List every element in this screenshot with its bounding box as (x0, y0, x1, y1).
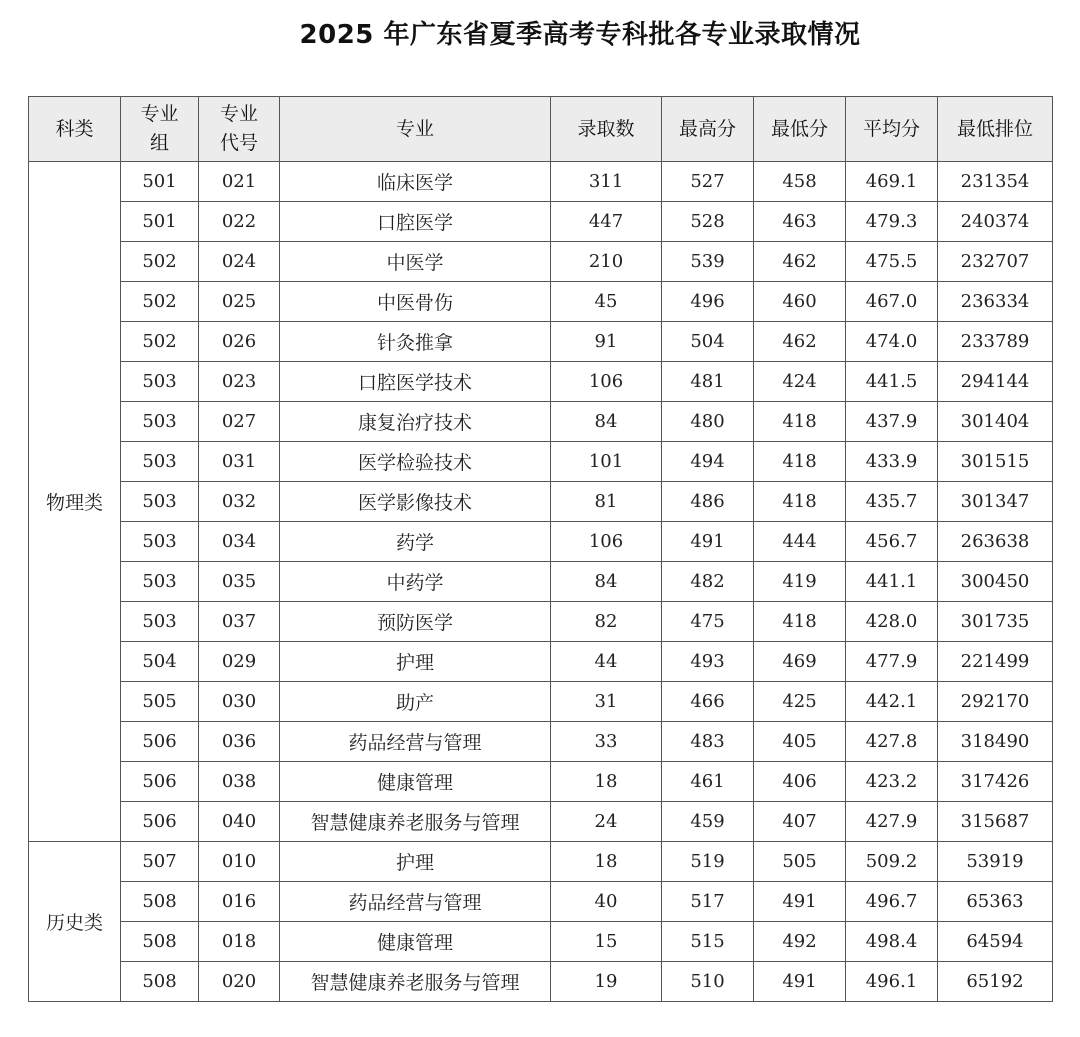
min-rank-cell: 301404 (938, 402, 1053, 442)
min-rank-cell: 294144 (938, 362, 1053, 402)
page-title: 2025 年广东省夏季高考专科批各专业录取情况 (299, 20, 861, 50)
min-score-cell: 405 (754, 722, 846, 762)
max-score-cell: 527 (662, 162, 754, 202)
min-rank-cell: 231354 (938, 162, 1053, 202)
min-rank-cell: 301515 (938, 442, 1053, 482)
major-cell: 中医骨伤 (280, 282, 551, 322)
max-score-cell: 482 (662, 562, 754, 602)
max-score-cell: 517 (662, 882, 754, 922)
admitted-cell: 18 (551, 762, 662, 802)
group-cell: 503 (121, 482, 199, 522)
max-score-cell: 461 (662, 762, 754, 802)
max-score-cell: 510 (662, 962, 754, 1002)
header-admitted: 录取数 (551, 97, 662, 162)
max-score-cell: 483 (662, 722, 754, 762)
category-cell: 历史类 (29, 842, 121, 1002)
max-score-cell: 519 (662, 842, 754, 882)
table-header (29, 97, 1053, 162)
min-score-cell: 460 (754, 282, 846, 322)
group-cell: 503 (121, 442, 199, 482)
min-score-cell: 425 (754, 682, 846, 722)
avg-score-cell: 479.3 (846, 202, 938, 242)
header-code-line2: 代号 (219, 132, 258, 154)
header-code (199, 97, 280, 162)
table-row (29, 522, 1053, 562)
min-rank-cell: 301347 (938, 482, 1053, 522)
avg-score-cell: 469.1 (846, 162, 938, 202)
min-score-cell: 418 (754, 442, 846, 482)
min-rank-cell: 301735 (938, 602, 1053, 642)
avg-score-cell: 456.7 (846, 522, 938, 562)
header-row (29, 97, 1053, 162)
group-cell: 501 (121, 162, 199, 202)
admitted-cell: 18 (551, 842, 662, 882)
major-cell: 康复治疗技术 (280, 402, 551, 442)
avg-score-cell: 474.0 (846, 322, 938, 362)
max-score-cell: 480 (662, 402, 754, 442)
table-row (29, 402, 1053, 442)
admitted-cell: 15 (551, 922, 662, 962)
major-cell: 医学检验技术 (280, 442, 551, 482)
code-cell: 023 (199, 362, 280, 402)
header-code-line1: 专业 (219, 103, 258, 125)
avg-score-cell: 428.0 (846, 602, 938, 642)
table-row (29, 362, 1053, 402)
major-cell: 护理 (280, 842, 551, 882)
max-score-cell: 486 (662, 482, 754, 522)
admission-table (28, 96, 1053, 1002)
group-cell: 508 (121, 962, 199, 1002)
group-cell: 508 (121, 922, 199, 962)
table-body (29, 162, 1053, 1002)
admitted-cell: 106 (551, 522, 662, 562)
header-min-rank: 最低排位 (938, 97, 1053, 162)
table-row (29, 322, 1053, 362)
min-rank-cell: 318490 (938, 722, 1053, 762)
admitted-cell: 44 (551, 642, 662, 682)
admitted-cell: 81 (551, 482, 662, 522)
group-cell: 502 (121, 322, 199, 362)
min-rank-cell: 236334 (938, 282, 1053, 322)
major-cell: 智慧健康养老服务与管理 (280, 962, 551, 1002)
header-avg-score: 平均分 (846, 97, 938, 162)
group-cell: 504 (121, 642, 199, 682)
avg-score-cell: 427.9 (846, 802, 938, 842)
min-score-cell: 463 (754, 202, 846, 242)
admitted-cell: 82 (551, 602, 662, 642)
admitted-cell: 447 (551, 202, 662, 242)
admitted-cell: 24 (551, 802, 662, 842)
avg-score-cell: 496.7 (846, 882, 938, 922)
major-cell: 药学 (280, 522, 551, 562)
min-score-cell: 462 (754, 322, 846, 362)
min-rank-cell: 65192 (938, 962, 1053, 1002)
group-cell: 502 (121, 282, 199, 322)
min-rank-cell: 233789 (938, 322, 1053, 362)
major-cell: 药品经营与管理 (280, 882, 551, 922)
admitted-cell: 91 (551, 322, 662, 362)
group-cell: 503 (121, 362, 199, 402)
admitted-cell: 84 (551, 402, 662, 442)
max-score-cell: 459 (662, 802, 754, 842)
min-rank-cell: 315687 (938, 802, 1053, 842)
table-row (29, 602, 1053, 642)
header-group-line1: 专业 (140, 103, 179, 125)
group-cell: 508 (121, 882, 199, 922)
major-cell: 口腔医学 (280, 202, 551, 242)
code-cell: 027 (199, 402, 280, 442)
admitted-cell: 106 (551, 362, 662, 402)
admitted-cell: 210 (551, 242, 662, 282)
max-score-cell: 515 (662, 922, 754, 962)
header-group (121, 97, 199, 162)
code-cell: 036 (199, 722, 280, 762)
code-cell: 037 (199, 602, 280, 642)
min-rank-cell: 292170 (938, 682, 1053, 722)
min-rank-cell: 53919 (938, 842, 1053, 882)
min-rank-cell: 64594 (938, 922, 1053, 962)
major-cell: 助产 (280, 682, 551, 722)
min-score-cell: 418 (754, 402, 846, 442)
table-row (29, 842, 1053, 882)
group-cell: 506 (121, 722, 199, 762)
major-cell: 健康管理 (280, 762, 551, 802)
min-score-cell: 462 (754, 242, 846, 282)
min-score-cell: 424 (754, 362, 846, 402)
min-rank-cell: 317426 (938, 762, 1053, 802)
max-score-cell: 504 (662, 322, 754, 362)
table-row (29, 922, 1053, 962)
header-max-score: 最高分 (662, 97, 754, 162)
table-row (29, 482, 1053, 522)
code-cell: 035 (199, 562, 280, 602)
group-cell: 503 (121, 522, 199, 562)
min-score-cell: 418 (754, 482, 846, 522)
min-score-cell: 444 (754, 522, 846, 562)
admitted-cell: 31 (551, 682, 662, 722)
avg-score-cell: 475.5 (846, 242, 938, 282)
group-cell: 506 (121, 762, 199, 802)
table-row (29, 282, 1053, 322)
major-cell: 健康管理 (280, 922, 551, 962)
avg-score-cell: 441.1 (846, 562, 938, 602)
min-score-cell: 491 (754, 882, 846, 922)
code-cell: 010 (199, 842, 280, 882)
code-cell: 025 (199, 282, 280, 322)
min-score-cell: 505 (754, 842, 846, 882)
major-cell: 口腔医学技术 (280, 362, 551, 402)
header-category: 科类 (29, 97, 121, 162)
category-cell: 物理类 (29, 162, 121, 842)
table-row (29, 802, 1053, 842)
table-row (29, 162, 1053, 202)
avg-score-cell: 496.1 (846, 962, 938, 1002)
min-rank-cell: 232707 (938, 242, 1053, 282)
major-cell: 临床医学 (280, 162, 551, 202)
avg-score-cell: 433.9 (846, 442, 938, 482)
avg-score-cell: 441.5 (846, 362, 938, 402)
min-score-cell: 492 (754, 922, 846, 962)
min-rank-cell: 263638 (938, 522, 1053, 562)
code-cell: 032 (199, 482, 280, 522)
table-row (29, 962, 1053, 1002)
code-cell: 016 (199, 882, 280, 922)
max-score-cell: 528 (662, 202, 754, 242)
min-score-cell: 469 (754, 642, 846, 682)
table-row (29, 882, 1053, 922)
major-cell: 预防医学 (280, 602, 551, 642)
major-cell: 中药学 (280, 562, 551, 602)
group-cell: 502 (121, 242, 199, 282)
min-rank-cell: 300450 (938, 562, 1053, 602)
major-cell: 医学影像技术 (280, 482, 551, 522)
max-score-cell: 539 (662, 242, 754, 282)
max-score-cell: 475 (662, 602, 754, 642)
max-score-cell: 493 (662, 642, 754, 682)
group-cell: 505 (121, 682, 199, 722)
group-cell: 503 (121, 402, 199, 442)
major-cell: 智慧健康养老服务与管理 (280, 802, 551, 842)
table-row (29, 242, 1053, 282)
code-cell: 021 (199, 162, 280, 202)
max-score-cell: 491 (662, 522, 754, 562)
header-min-score: 最低分 (754, 97, 846, 162)
min-score-cell: 406 (754, 762, 846, 802)
group-cell: 501 (121, 202, 199, 242)
table-row (29, 202, 1053, 242)
admitted-cell: 19 (551, 962, 662, 1002)
code-cell: 026 (199, 322, 280, 362)
avg-score-cell: 427.8 (846, 722, 938, 762)
admitted-cell: 40 (551, 882, 662, 922)
avg-score-cell: 498.4 (846, 922, 938, 962)
code-cell: 024 (199, 242, 280, 282)
avg-score-cell: 437.9 (846, 402, 938, 442)
major-cell: 药品经营与管理 (280, 722, 551, 762)
max-score-cell: 494 (662, 442, 754, 482)
code-cell: 040 (199, 802, 280, 842)
max-score-cell: 466 (662, 682, 754, 722)
header-major: 专业 (280, 97, 551, 162)
code-cell: 018 (199, 922, 280, 962)
code-cell: 022 (199, 202, 280, 242)
code-cell: 020 (199, 962, 280, 1002)
table-row (29, 722, 1053, 762)
admitted-cell: 33 (551, 722, 662, 762)
avg-score-cell: 467.0 (846, 282, 938, 322)
admitted-cell: 45 (551, 282, 662, 322)
major-cell: 针灸推拿 (280, 322, 551, 362)
max-score-cell: 496 (662, 282, 754, 322)
group-cell: 506 (121, 802, 199, 842)
min-score-cell: 419 (754, 562, 846, 602)
code-cell: 029 (199, 642, 280, 682)
min-score-cell: 407 (754, 802, 846, 842)
avg-score-cell: 509.2 (846, 842, 938, 882)
admitted-cell: 311 (551, 162, 662, 202)
major-cell: 中医学 (280, 242, 551, 282)
min-score-cell: 418 (754, 602, 846, 642)
admitted-cell: 101 (551, 442, 662, 482)
min-rank-cell: 221499 (938, 642, 1053, 682)
min-score-cell: 491 (754, 962, 846, 1002)
header-group-line2: 组 (149, 132, 169, 154)
avg-score-cell: 423.2 (846, 762, 938, 802)
admitted-cell: 84 (551, 562, 662, 602)
code-cell: 034 (199, 522, 280, 562)
code-cell: 030 (199, 682, 280, 722)
table-row (29, 762, 1053, 802)
avg-score-cell: 477.9 (846, 642, 938, 682)
code-cell: 038 (199, 762, 280, 802)
major-cell: 护理 (280, 642, 551, 682)
table-row (29, 562, 1053, 602)
max-score-cell: 481 (662, 362, 754, 402)
table-row (29, 442, 1053, 482)
group-cell: 503 (121, 602, 199, 642)
table-row (29, 682, 1053, 722)
table-row (29, 642, 1053, 682)
avg-score-cell: 442.1 (846, 682, 938, 722)
min-score-cell: 458 (754, 162, 846, 202)
avg-score-cell: 435.7 (846, 482, 938, 522)
group-cell: 507 (121, 842, 199, 882)
code-cell: 031 (199, 442, 280, 482)
group-cell: 503 (121, 562, 199, 602)
min-rank-cell: 240374 (938, 202, 1053, 242)
min-rank-cell: 65363 (938, 882, 1053, 922)
